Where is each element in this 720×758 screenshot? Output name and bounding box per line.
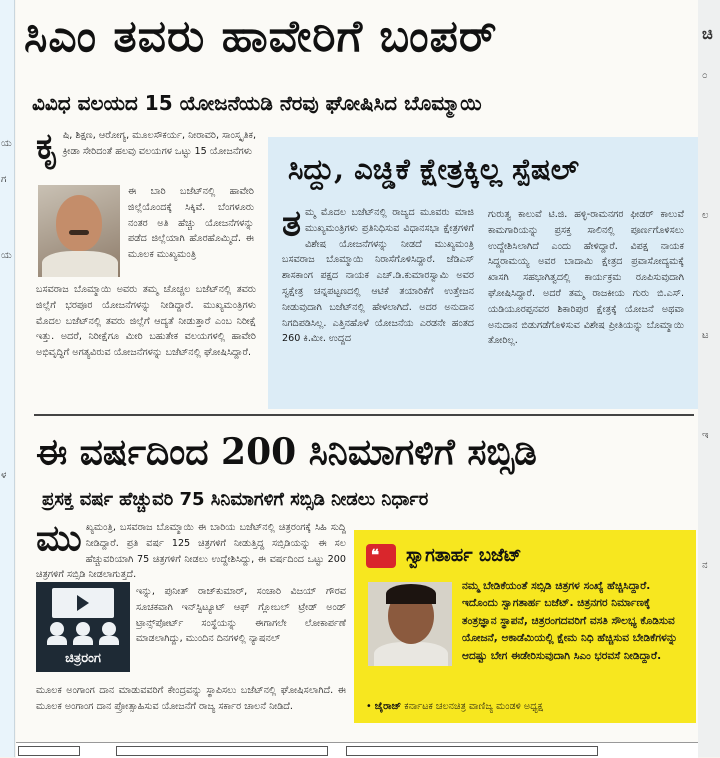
welcome-box-title: ಸ್ವಾಗತಾರ್ಹ ಬಜೆಟ್ bbox=[406, 545, 522, 566]
cinema-body-top bbox=[36, 520, 346, 582]
cinema-headline: ಈ ವರ್ಷದಿಂದ 200 ಸಿನಿಮಾಗಳಿಗೆ ಸಬ್ಸಿಡಿ bbox=[36, 431, 537, 473]
edge-letter: ಇ bbox=[702, 430, 709, 441]
siddu-box-col1 bbox=[282, 205, 474, 401]
lead-body-top bbox=[36, 128, 256, 184]
welcome-box-quote: ನಮ್ಮ ಬೇಡಿಕೆಯಂತೆ ಸಬ್ಸಿಡಿ ಚಿತ್ರಗಳ ಸಂಖ್ಯೆ ಹೆಚ್ಚಿಸಿದ್ದಾರೆ. ಇದೊಂದು ಸ್ವಾಗತಾರ್ಹ ಬಜೆಟ್. ಚಿತ್ರನಗರ ನಿರ್ಮಾಣಕ್ಕೆ ತಂತ್ರಜ್ಞಾನ ಸ್ಥಾಪನೆ, ಚಿತ್ರರಂಗದವರಿಗೆ ವಸತಿ ಸೌಲಭ್ಯ ಕೊಡಿಸುವ ಯೋಜನೆ, ಅಕಾಡೆಮಿಯಲ್ಲಿ ಕ್ಷೇಮ ನಿಧಿ ಹೆಚ್ಚಿಸುವ ಬೇಡಿಕೆಗಳನ್ನು ಆದಷ್ಟು ಬೇಗ ಈಡೇರಿಸುವುದಾಗಿ ಸಿಎಂ ಭರವಸೆ ನೀಡಿದ್ದಾರೆ. bbox=[462, 580, 678, 662]
cinema-body-top-text: ಖ್ಯಮಂತ್ರಿ, ಬಸವರಾಜ ಬೊಮ್ಮಾಯಿ ಈ ಬಾರಿಯ ಬಜೆಟ್‌ನಲ್ಲಿ ಚಿತ್ರರಂಗಕ್ಕೆ ಸಿಹಿ ಸುದ್ದಿ ನೀಡಿದ್ದಾರೆ. ಪ್ರತಿ ವರ್ಷ 125 ಚಿತ್ರಗಳಿಗೆ ನೀಡುತ್ತಿದ್ದ ಸಬ್ಸಿಡಿಯನ್ನು ಈ ಸಲ ಹೆಚ್ಚುವರಿಯಾಗಿ 75 ಚಿತ್ರಗಳಿಗೆ ನೀಡಲು ಉದ್ದೇಶಿಸಿದ್ದು, ಈ ವರ್ಷದಿಂದ ಒಟ್ಟು 200 ಚಿತ್ರಗಳಿಗೆ ಸಬ್ಸಿಡಿ ನೀಡಲಾಗುತ್ತದೆ. bbox=[36, 522, 346, 581]
attribution-role: ಕರ್ನಾಟಕ ಚಲನಚಿತ್ರ ವಾಣಿಜ್ಯ ಮಂಡಳಿ ಅಧ್ಯಕ್ಷ bbox=[404, 701, 543, 712]
newspaper-page bbox=[16, 0, 698, 757]
siddu-hdk-box bbox=[268, 137, 698, 409]
section-divider bbox=[34, 414, 694, 416]
siddu-box-col2: ಗುರುತ್ವ ಕಾಲುವೆ ಟಿ.ಜಿ. ಹಳ್ಳಿ-ರಾಮನಗರ ಫೀಡರ್ ಕಾಲುವೆ ಕಾಮಗಾರಿಯನ್ನು ಪ್ರಸಕ್ತ ಸಾಲಿನಲ್ಲಿ ಪೂರ್ಣಗೊಳಿಸಲು ಉದ್ದೇಶಿಸಿಲಾಗಿದೆ ಎಂದು ಹೇಳಿದ್ದಾರೆ. ವಿಪಕ್ಷ ನಾಯಕ ಸಿದ್ದರಾಮಯ್ಯ ಅವರ ಬಾದಾಮಿ ಕ್ಷೇತ್ರದ ಪ್ರವಾಸೋದ್ಯಮಕ್ಕೆ ಖಾಸಗಿ ಸಹಭಾಗಿತ್ವದಲ್ಲಿ ಕಾರ್ಯಕ್ರಮ ರೂಪಿಸುವುದಾಗಿ ಘೋಷಿಸಿದ್ದಾರೆ. ಅದರೆ ತಮ್ಮ ರಾಜಕೀಯ ಗುರು ಬಿ.ಎಸ್. ಯಡಿಯೂರಪ್ಪನವರ ಶಿಕಾರಿಪುರ ಕ್ಷೇತ್ರಕ್ಕೆ ಯೋಜನೆ ಅಥವಾ ಅನುದಾನ ಬಿಡುಗಡೆಗೊಳಿಸುವ ವಿಶೇಷ ಪ್ರೀತಿಯನ್ನು ಬೊಮ್ಮಾಯಿ ತೋರಿಲ್ಲ. bbox=[488, 209, 684, 347]
cinema-body-mid: ಇನ್ನು, ಪುನೀತ್ ರಾಜ್‌ಕುಮಾರ್, ಸಂಚಾರಿ ವಿಜಯ್ ಗೌರವ ಸೂಚಕವಾಗಿ ಇನ್‌ಸ್ಟಿಟ್ಯೂಟ್ ಆಫ್ ಗ್ಲೋಬಲ್ ಟ್ರೇಡ್ ಅಂಡ್ ಟ್ರಾನ್ಸ್‌ಪೋರ್ಟ್ ಸಂಸ್ಥೆಯನ್ನು ಈಗಾಗಲೇ ಲೋಕಾರ್ಪಣೆ ಮಾಡಲಾಗಿದ್ದು, ಮುಂದಿನ ದಿನಗಳಲ್ಲಿ ನ್ಯಾಷನಲ್ bbox=[136, 586, 346, 645]
lead-subheadline: ವಿವಿಧ ವಲಯದ 15 ಯೋಜನೆಯಡಿ ನೆರವು ಘೋಷಿಸಿದ ಬೊಮ್ಮಾಯಿ bbox=[32, 91, 482, 115]
welcome-budget-box bbox=[354, 530, 696, 723]
siddu-col1-text: ಮ್ಮ ಮೊದಲ ಬಜೆಟ್‌ನಲ್ಲಿ ರಾಜ್ಯದ ಮೂವರು ಮಾಜಿ ಮುಖ್ಯಮಂತ್ರಿಗಳು ಪ್ರತಿನಿಧಿಸುವ ವಿಧಾನಸಭಾ ಕ್ಷೇತ್ರಗಳಿಗೆ ವಿಶೇಷ ಯೋಜನೆಗಳನ್ನು ನೀಡದೆ ಮುಖ್ಯಮಂತ್ರಿ ಬಸವರಾಜ ಬೊಮ್ಮಾಯಿ ನಿರಾಸೆಗೊಳಿಸಿದ್ದಾರೆ. ಜೆಡಿಎಸ್ ಶಾಸಕಾಂಗ ಪಕ್ಷದ ನಾಯಕ ಎಚ್.ಡಿ.ಕುಮಾರಸ್ವಾಮಿ ಅವರ ಸ್ವಕ್ಷೇತ್ರ ಚನ್ನಪಟ್ಟಣದಲ್ಲಿ ಆಟಿಕೆ ತಯಾರಿಕೆಗೆ ಉತ್ತೇಜನ ನೀಡುವುದಾಗಿ ಬಜೆಟ್‌ನಲ್ಲಿ ಹೇಳಲಾಗಿದೆ. ಅದರ ಅನುದಾನ ನಿಗದಿಪಡಿಸಿಲ್ಲ. ಎತ್ತಿನಹೊಳೆ ಯೋಜನೆಯ ಎರಡನೇ ಹಂತದ 260 ಕಿ.ಮೀ. ಉದ್ದದ bbox=[282, 207, 474, 345]
cinema-theatre-icon bbox=[36, 582, 130, 672]
lead-body-bottom: ಬಸವರಾಜ ಬೊಮ್ಮಾಯಿ ಅವರು ತಮ್ಮ ಚೊಚ್ಚಲ ಬಜೆಟ್‌ನಲ್ಲಿ ತವರು ಜಿಲ್ಲೆಗೆ ಭರಪೂರ ಯೋಜನೆಗಳನ್ನು ನೀಡಿದ್ದಾರೆ. ಮುಖ್ಯಮಂತ್ರಿಗಳು ಮೊದಲ ಬಜೆಟ್‌ನಲ್ಲಿ ತವರು ಜಿಲ್ಲೆಗೆ ಆದ್ಯತೆ ನೀಡುತ್ತಾರೆ ಎಂಬ ನಿರೀಕ್ಷೆ ಇತ್ತು. ಅದರೆ, ನಿರೀಕ್ಷೆಗೂ ಮೀರಿ ಬಹುತೇಕ ವಲಯಗಳಲ್ಲಿ ಹಾವೇರಿ ಅಭಿವೃದ್ಧಿಗೆ ಅಗತ್ಯವಿರುವ ಯೋಜನೆಗಳನ್ನು ಬಜೆಟ್‌ನಲ್ಲಿ ಘೋಷಿಸಿದ್ದಾರೆ. bbox=[36, 284, 256, 359]
edge-letter: ನ bbox=[702, 560, 708, 571]
edge-letter: ಲ bbox=[702, 210, 709, 221]
edge-letter: ಟ bbox=[702, 330, 709, 341]
lead-body-right: ಈ ಬಾರಿ ಬಜೆಟ್‌ನಲ್ಲಿ ಹಾವೇರಿ ಜಿಲ್ಲೆಯೊಂದಕ್ಕೆ ಸಿಕ್ಕಿವೆ. ಬೆಂಗಳೂರು ನಂತರ ಅತಿ ಹೆಚ್ಚು ಯೋಜನೆಗಳನ್ನು ಪಡೆದ ಜಿಲ್ಲೆಯಾಗಿ ಹೊರಹೊಮ್ಮಿದೆ. ಈ ಮೂಲಕ ಮುಖ್ಯಮಂತ್ರಿ bbox=[128, 186, 254, 261]
siddu-dropcap: ತ bbox=[282, 205, 302, 244]
quote-icon: ❝ bbox=[366, 544, 396, 568]
lead-dropcap: ಕೃ bbox=[36, 128, 59, 167]
lead-headline: ಸಿಎಂ ತವರು ಹಾವೇರಿಗೆ ಬಂಪರ್ bbox=[24, 11, 498, 62]
cinema-dropcap: ಮು bbox=[36, 520, 82, 559]
cinema-body-bottom: ಮೂಲಕ ಅಂಗಾಂಗ ದಾನ ಮಾಡುವವರಿಗೆ ಕೇಂದ್ರವನ್ನು ಸ್ಥಾಪಿಸಲು ಬಜೆಟ್‌ನಲ್ಲಿ ಘೋಷಿಸಲಾಗಿದೆ. ಈ ಮೂಲಕ ಅಂಗಾಂಗ ದಾನ ಪ್ರೋತ್ಸಾಹಿಸುವ ಯೋಜನೆಗೆ ರಾಜ್ಯ ಸರ್ಕಾರ ಚಾಲನೆ ನೀಡಿದೆ. bbox=[36, 685, 346, 712]
cinema-subheadline: ಪ್ರಸಕ್ತ ವರ್ಷ ಹೆಚ್ಚುವರಿ 75 ಸಿನಿಮಾಗಳಿಗೆ ಸಬ್ಸಿಡಿ ನೀಡಲು ನಿರ್ಧಾರ bbox=[42, 489, 429, 510]
edge-letter: ಚಿ bbox=[702, 24, 713, 43]
lead-body-top-text: ಷಿ, ಶಿಕ್ಷಣ, ಆರೋಗ್ಯ, ಮೂಲಸೌಕರ್ಯ, ನೀರಾವರಿ, ಸಾಂಸ್ಕೃತಿಕ, ಕ್ರೀಡಾ ಸೇರಿದಂತೆ ಹಲವು ವಲಯಗಳ ಒಟ್ಟು 15 ಯೋಜನೆಗಳು bbox=[62, 130, 256, 157]
attribution-name: ಜೈರಾಜ್ bbox=[374, 701, 402, 712]
cinema-icon-label: ಚಿತ್ರರಂಗ bbox=[65, 651, 101, 666]
edge-letter: ೦ bbox=[702, 70, 708, 81]
jairaj-photo bbox=[368, 582, 452, 666]
welcome-box-attribution: • ಜೈರಾಜ್ ಕರ್ನಾಟಕ ಚಲನಚಿತ್ರ ವಾಣಿಜ್ಯ ಮಂಡಳಿ ಅಧ್ಯಕ್ಷ bbox=[366, 701, 543, 712]
basavaraj-bommai-photo bbox=[38, 185, 120, 277]
adjacent-page-left-edge: ಯ ಗ ಯ ಳ bbox=[0, 0, 15, 757]
next-page-strip bbox=[16, 742, 698, 758]
siddu-box-headline: ಸಿದ್ದು, ಎಚ್ಡಿಕೆ ಕ್ಷೇತ್ರಕ್ಕಿಲ್ಲ ಸ್ಪೆಷಲ್ bbox=[288, 152, 579, 186]
adjacent-page-right-edge bbox=[697, 0, 720, 757]
